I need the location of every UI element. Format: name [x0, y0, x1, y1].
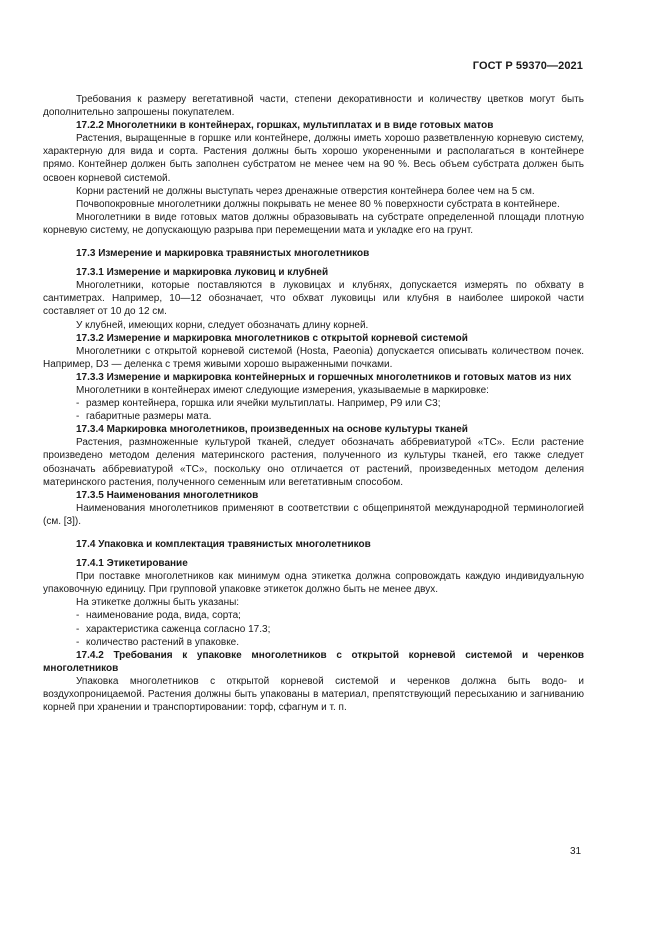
- paragraph: На этикетке должны быть указаны:: [76, 597, 240, 609]
- paragraph: Корни растений не должны выступать через дренажные отверстия контейнера более чем на 5 см.: [76, 185, 535, 197]
- section-heading-17-3-2: 17.3.2 Измерение и маркировка многолетников с открытой корневой системой: [76, 332, 468, 344]
- paragraph: Упаковка многолетников с открытой корневой системой и черенков должна быть водо- и воздухопроницаемой. Растения должны быть упакованы в материал, препятствующий пересыханию и загниванию корней при хранении и транспортировании: торф, сфагнум и т. п.: [43, 675, 584, 714]
- paragraph: При поставке многолетников как минимум одна этикетка должна сопровождать каждую индивидуальную упаковочную единицу. При групповой упаковке этикеток должно быть не менее двух.: [43, 571, 584, 596]
- paragraph: Почвопокровные многолетники должны покрывать не менее 80 % поверхности субстрата в контейнере.: [76, 198, 560, 210]
- section-heading-17-3-1: 17.3.1 Измерение и маркировка луковиц и клубней: [76, 267, 329, 279]
- section-heading-17-4-2: 17.4.2 Требования к упаковке многолетников с открытой корневой системой и черенков многолетников: [43, 649, 584, 674]
- section-heading-17-4-1: 17.4.1 Этикетирование: [76, 558, 188, 570]
- list-item: - размер контейнера, горшка или ячейки мультиплаты. Например, P9 или C3;: [76, 398, 441, 410]
- paragraph: У клубней, имеющих корни, следует обозначать длину корней.: [76, 319, 369, 331]
- paragraph: Требования к размеру вегетативной части, степени декоративности и количеству цветков могут быть дополнительно запрошены покупателем.: [43, 94, 584, 119]
- section-heading-17-3-3: 17.3.3 Измерение и маркировка контейнерных и горшечных многолетников и готовых матов из них: [76, 371, 572, 383]
- page-number: 31: [570, 846, 582, 857]
- paragraph: Многолетники в контейнерах имеют следующие измерения, указываемые в маркировке:: [76, 384, 489, 396]
- paragraph: Многолетники, которые поставляются в луковицах и клубнях, допускается измерять по обхвату в сантиметрах. Например, 10—12 обозначает, что обхват луковицы или клубня в наиболее широкой части составляет от 10 до 12 см.: [43, 280, 584, 318]
- list-item: - наименование рода, вида, сорта;: [76, 610, 241, 622]
- document-body: [43, 93, 584, 714]
- paragraph: Растения, выращенные в горшке или контейнере, должны иметь хорошо разветвленную корневую систему, характерную для вида и сорта. Растения должны быть хорошо укорененными и располагаться в контейнере прямо. Контейнер должен быть заполнен субстратом не менее чем на 90 %. Весь объем субстрата должен быть освоен корневой системой.: [43, 133, 584, 184]
- section-heading-17-3: 17.3 Измерение и маркировка травянистых многолетников: [76, 248, 370, 260]
- paragraph: Наименования многолетников применяют в соответствии с общепринятой международной терминологией (см. [3]).: [43, 502, 584, 527]
- section-heading-17-4: 17.4 Упаковка и комплектация травянистых многолетников: [76, 539, 371, 550]
- section-heading-17-3-5: 17.3.5 Наименования многолетников: [76, 489, 259, 501]
- section-heading-17-2-2: 17.2.2 Многолетники в контейнерах, горшках, мультиплатах и в виде готовых матов: [76, 120, 494, 132]
- list-item: - габаритные размеры мата.: [76, 411, 212, 423]
- section-heading-17-3-4: 17.3.4 Маркировка многолетников, произведенных на основе культуры тканей: [76, 424, 468, 436]
- standard-header: ГОСТ Р 59370—2021: [472, 60, 583, 72]
- paragraph: Растения, размноженные культурой тканей, следует обозначать аббревиатурой «TC». Если растение произведено методом деления материнского растения, полученного из культуры тканей, его также следует обозначать аббревиатурой «TC», поскольку оно отличается от растений, произведенных методом деления материнского растения, полученного семенным или вегетативным способом.: [43, 437, 584, 488]
- list-item: - характеристика саженца согласно 17.3;: [76, 623, 271, 635]
- paragraph: Многолетники в виде готовых матов должны образовывать на субстрате определенной площади плотную корневую систему, не допускающую разрыва при перемещении мата и укладке его на грунт.: [43, 211, 584, 236]
- paragraph: Многолетники с открытой корневой системой (Hosta, Paeonia) допускается описывать количеством почек. Например, D3 — деленка с тремя живыми хорошо выраженными почками.: [43, 345, 584, 370]
- list-item: - количество растений в упаковке.: [76, 636, 240, 648]
